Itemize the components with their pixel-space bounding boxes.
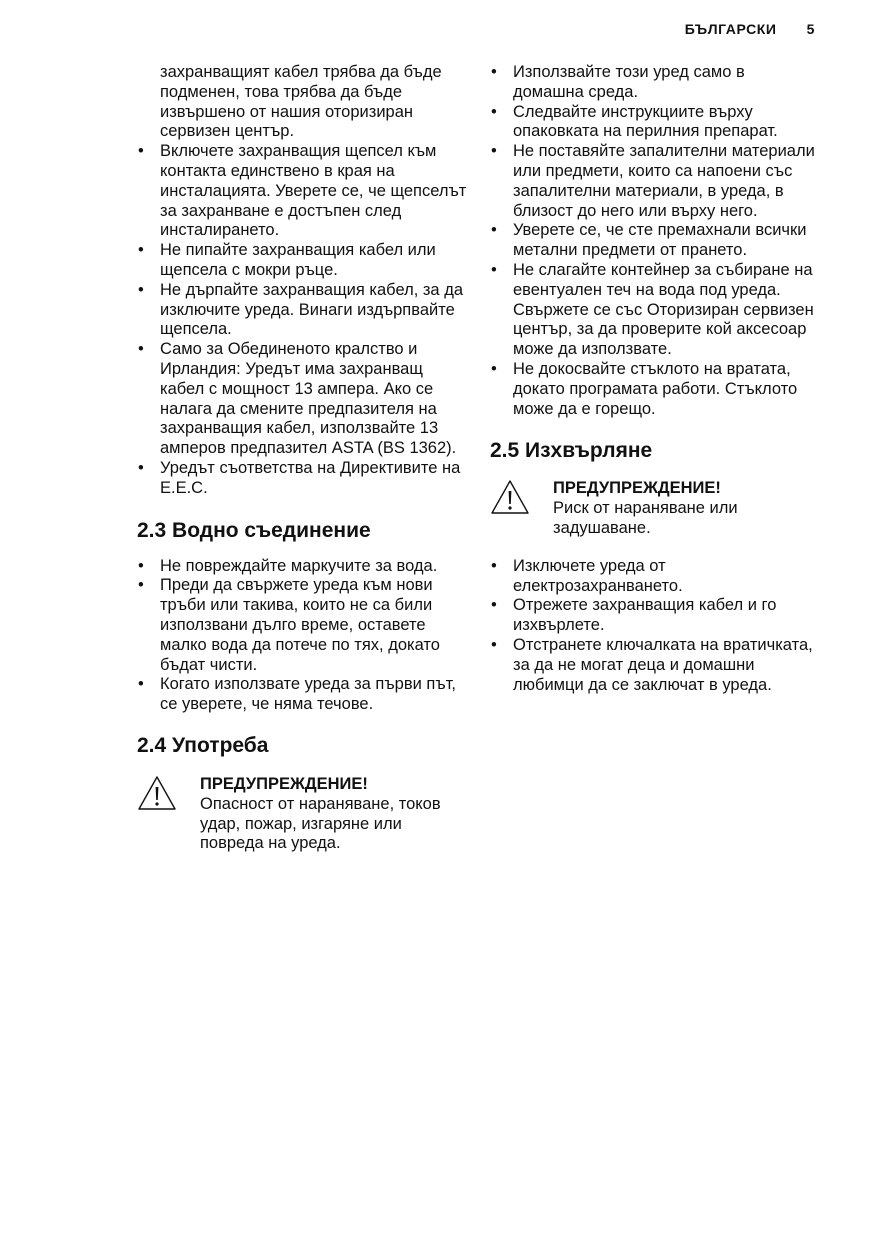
list-item: • Не слагайте контейнер за събиране на евентуален теч на вода под уреда. Свържете се със Оторизиран сервизен център, за да проверите кой аксесоар може да използвате.	[490, 261, 820, 360]
header-language: БЪЛГАРСКИ	[684, 21, 777, 37]
warning-title: ПРЕДУПРЕЖДЕНИЕ!	[553, 479, 721, 498]
right-column	[490, 63, 820, 695]
warning-box-disposal	[490, 479, 820, 538]
warning-title: ПРЕДУПРЕЖДЕНИЕ!	[200, 774, 368, 793]
list-item: • Преди да свържете уреда към нови тръби или такива, които не са били използвани дълго време, оставете малко вода да потече по тях, докато бъдат чисти.	[137, 576, 467, 675]
safety-list-right	[490, 63, 820, 419]
warning-box-usage	[137, 775, 467, 854]
continuation-text: захранващият кабел трябва да бъде подменен, това трябва да бъде извършено от нашия оторизиран сервизен център.	[160, 63, 442, 141]
list-item: • Уверете се, че сте премахнали всички метални предмети от прането.	[490, 221, 820, 261]
list-item: • Не пипайте захранващия кабел или щепсела с мокри ръце.	[137, 241, 467, 281]
list-item: • Използвайте този уред само в домашна среда.	[490, 63, 820, 103]
list-item: • Не повреждайте маркучите за вода.	[137, 557, 467, 577]
left-column	[137, 63, 467, 854]
safety-list-left	[137, 142, 467, 498]
warning-content	[553, 479, 820, 538]
list-item: • Не поставяйте запалителни материали или предмети, които са напоени със запалителни материали, в уреда, в близост до него или върху него.	[490, 142, 820, 221]
section-2-3-heading: 2.3 Водно съединение	[137, 518, 371, 542]
list-item: • Не докосвайте стъклото на вратата, докато програмата работи. Стъклото може да е горещо.	[490, 360, 820, 419]
disposal-list	[490, 557, 820, 696]
section-2-4-heading: 2.4 Употреба	[137, 733, 269, 757]
page-number: 5	[806, 21, 815, 37]
list-item: • Включете захранващия щепсел към контакта единствено в края на инсталацията. Уверете се, че щепселът за захранване е достъпен след инсталирането.	[137, 142, 467, 241]
warning-triangle-icon	[490, 479, 530, 515]
list-item: • Изключете уреда от електрозахранването.	[490, 557, 820, 597]
warning-content	[200, 775, 467, 854]
warning-text: Опасност от нараняване, токов удар, пожар, изгаряне или повреда на уреда.	[200, 794, 441, 853]
list-item: • Когато използвате уреда за първи път, се уверете, че няма течове.	[137, 675, 467, 715]
list-item: • Отстранете ключалката на вратичката, за да не могат деца и домашни любимци да се заключат в уреда.	[490, 636, 820, 695]
list-item: • Отрежете захранващия кабел и го изхвърлете.	[490, 596, 820, 636]
list-item: • Само за Обединеното кралство и Ирландия: Уредът има захранващ кабел с мощност 13 ампера. Ако се налага да смените предпазителя на захранващия кабел, използвайте 13 амперов предпазител ASTA (BS 1362).	[137, 340, 467, 459]
list-item: • Не дърпайте захранващия кабел, за да изключите уреда. Винаги издърпвайте щепсела.	[137, 281, 467, 340]
warning-triangle-icon	[137, 775, 177, 811]
page-header	[685, 21, 815, 37]
section-2-5-heading: 2.5 Изхвърляне	[490, 439, 653, 463]
list-item: • Уредът съответства на Директивите на E.E.C.	[137, 459, 467, 499]
water-connection-list	[137, 557, 467, 715]
warning-text: Риск от нараняване или задушаване.	[553, 499, 738, 537]
list-item: • Следвайте инструкциите върху опаковката на перилния препарат.	[490, 103, 820, 143]
